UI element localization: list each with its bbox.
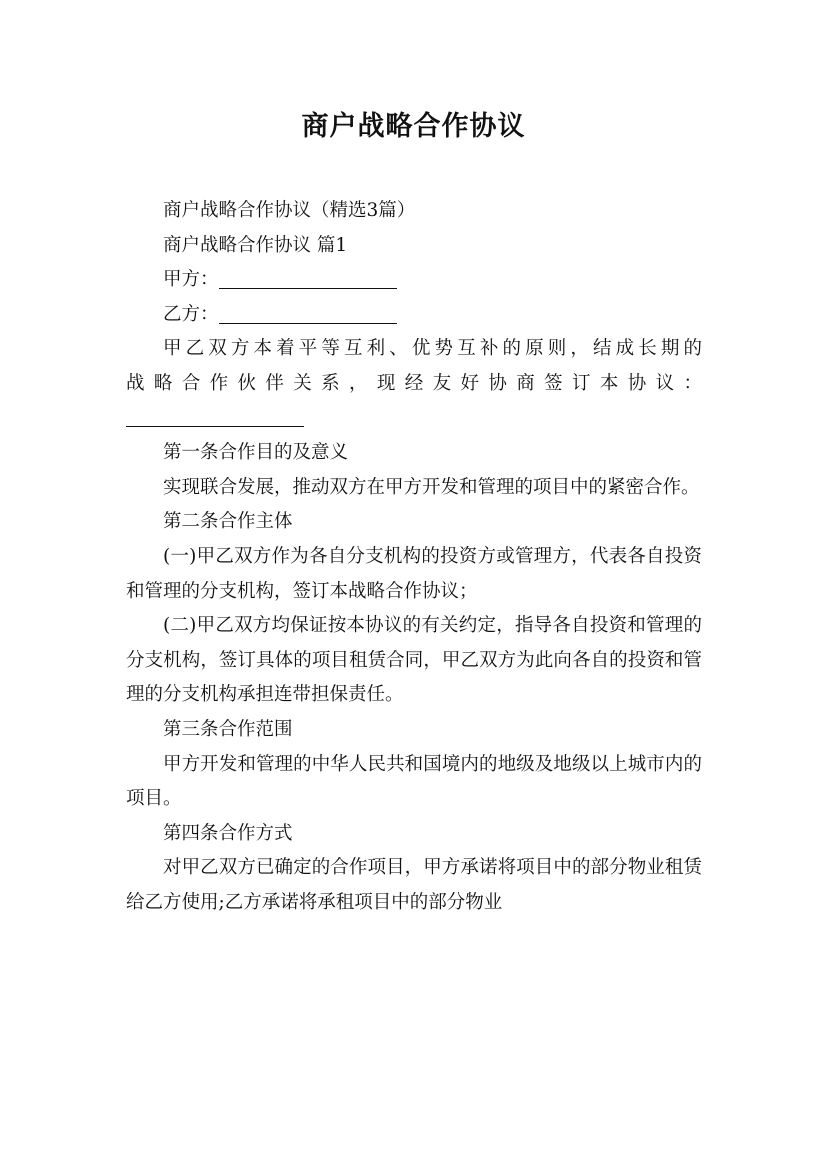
intro-line-1: 甲乙双方本着平等互利、优势互补的原则，结成长期的 xyxy=(163,338,702,360)
article-1-heading: 第一条合作目的及意义 xyxy=(163,442,349,464)
part-heading: 商户战略合作协议 篇1 xyxy=(163,234,348,256)
article-4-heading: 第四条合作方式 xyxy=(163,822,293,844)
article-1-text: 实现联合发展，推动双方在甲方开发和管理的项目中的紧密合作。 xyxy=(163,476,700,498)
article-2-item-2: (二)甲乙双方均保证按本协议的有关约定，指导各自投资和管理的分支机构，签订具体的项目租赁合同，甲乙双方为此向各自的投资和管理的分支机构承担连带担保责任。 xyxy=(126,615,702,706)
party-a-label: 甲方： xyxy=(163,269,219,291)
party-b-blank xyxy=(219,322,397,324)
document-title: 商户战略合作协议 xyxy=(301,111,526,142)
article-4-text: 对甲乙双方已确定的合作项目，甲方承诺将项目中的部分物业租赁给乙方使用;乙方承诺将承租项目中的部分物业 xyxy=(126,857,702,913)
party-b-label: 乙方： xyxy=(163,303,219,325)
intro-line-2: 战略合作伙伴关系，现经友好协商签订本协议： xyxy=(126,372,702,394)
document-body xyxy=(126,194,702,920)
party-a-line xyxy=(126,263,702,298)
party-b-line xyxy=(126,298,702,333)
article-3-text: 甲方开发和管理的中华人民共和国境内的地级及地级以上城市内的项目。 xyxy=(126,753,702,810)
article-2-heading: 第二条合作主体 xyxy=(163,511,293,533)
agreement-blank xyxy=(126,425,304,427)
article-3-heading: 第三条合作范围 xyxy=(163,718,293,740)
intro-blank-line xyxy=(126,402,702,437)
article-2-item-1: (一)甲乙双方作为各自分支机构的投资方或管理方，代表各自投资和管理的分支机构，签订本战略合作协议； xyxy=(126,545,702,602)
party-a-blank xyxy=(219,287,397,289)
subtitle: 商户战略合作协议（精选3篇） xyxy=(163,200,416,221)
